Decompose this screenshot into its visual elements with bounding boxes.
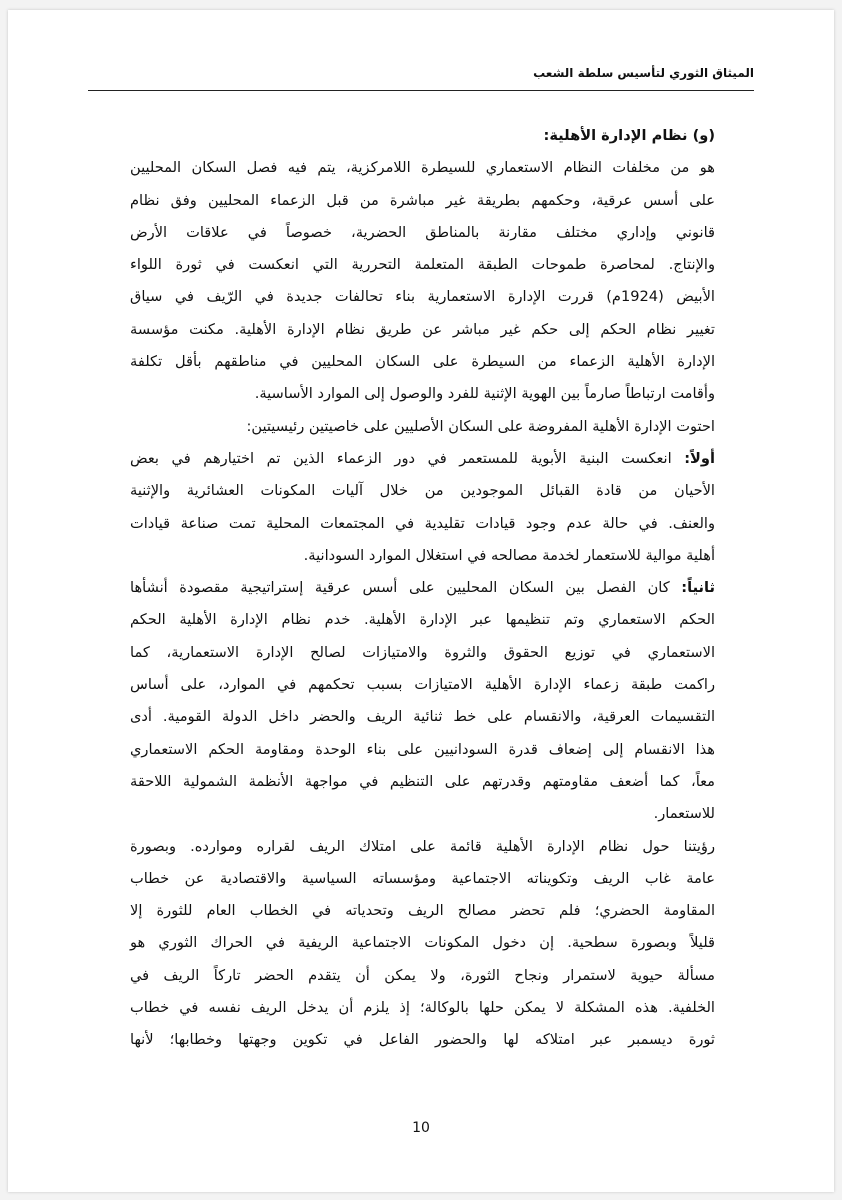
text-line: أهلية موالية للاستعمار لخدمة مصالحه في استغلال الموارد السودانية. (303, 546, 715, 564)
text-line: والعنف. في حالة عدم وجود قيادات تقليدية في المجتمعات المحلية تمت صناعة قيادات (130, 514, 715, 532)
text-line: معاً، كما أضعف مقاومتهم وقدرتهم على التنظيم في مواجهة الأنظمة الشمولية اللاحقة (130, 772, 715, 790)
document-page (8, 10, 834, 1192)
text-line: الخلفية. هذه المشكلة لا يمكن حلها بالوكالة؛ إذ يلزم أن يدخل الريف نفسه في خطاب (130, 999, 715, 1017)
first-lead: أولاً: (684, 449, 715, 467)
text-line: التقسيمات العرقية، والانقسام على خط ثنائية الريف والحضر داخل الدولة القومية. أدى (130, 708, 715, 726)
text-line: احتوت الإدارة الأهلية المفروضة على السكان الأصليين على خاصيتين رئيسيتين: (246, 417, 715, 435)
second-characteristic-line (130, 572, 715, 604)
running-header: الميثاق الثوري لتأسيس سلطة الشعب (88, 66, 754, 91)
text-line: هذا الانقسام إلى إضعاف قدرة السودانيين على بناء الوحدة ومقاومة الحكم الاستعماري (130, 740, 715, 758)
text-line: المقاومة الحضري؛ فلم تحضر مصالح الريف وتحدياته في الخطاب العام للثورة إلا (130, 902, 715, 920)
first-characteristic-line (130, 443, 715, 475)
first-line-text: انعكست البنية الأبوية للمستعمر في دور الزعماء الذين تم اختيارهم في بعض (130, 449, 685, 467)
text-line: ثورة ديسمبر عبر امتلاكه لها والحضور الفاعل في تكوين وجهتها وخطابها؛ لأنها (130, 1031, 715, 1049)
text-line: قليلاً وبصورة سطحية. إن دخول المكونات الاجتماعية الريفية في الحراك الثوري هو (130, 934, 715, 952)
page-number: 10 (412, 1120, 430, 1136)
text-line: والإنتاج. لمحاصرة طموحات الطبقة المتعلمة التحررية التي انعكست في ثورة اللواء (130, 256, 715, 274)
text-line: مسألة حيوية لاستمرار ونجاح الثورة، ولا يمكن أن يتقدم الحضر تاركاً الريف في (130, 966, 715, 984)
text-line: الحكم الاستعماري وتم تنظيمها عبر الإدارة الأهلية. خدم نظام الإدارة الأهلية الحكم (130, 611, 715, 629)
text-line: عامة غاب الريف وتكويناته الاجتماعية ومؤسساته السياسية والاقتصادية عن خطاب (130, 869, 715, 887)
second-line-text: كان الفصل بين السكان المحليين على أسس عرقية إستراتيجية مقصودة أنشأها (130, 579, 682, 597)
text-line: للاستعمار. (653, 805, 715, 823)
text-line: الاستعماري في توزيع الحقوق والثروة والامتيازات لصالح الإدارة الاستعمارية، كما (130, 643, 715, 661)
text-line: الإدارة الأهلية الزعماء من السيطرة على السكان المحليين في مناطقهم بأقل تكلفة (130, 353, 715, 371)
second-lead: ثانياً: (681, 579, 715, 597)
text-line: الأبيض (1924م) قررت الإدارة الاستعمارية بناء تحالفات جديدة في الرّيف في سياق (130, 288, 715, 306)
section-heading: (و) نظام الإدارة الأهلية: (543, 127, 715, 144)
text-line: هو من مخلفات النظام الاستعماري للسيطرة اللامركزية، يتم فيه فصل السكان المحليين (130, 159, 715, 177)
text-line: قانوني وإداري مختلف مقارنة بالمناطق الحضرية، خصوصاً في علاقات الأرض (130, 223, 715, 241)
text-line: تغيير نظام الحكم إلى حكم غير مباشر عن طريق نظام الإدارة الأهلية. مكنت مؤسسة (130, 320, 715, 338)
text-line: راكمت طبقة زعماء الإدارة الأهلية الامتيازات بسبب تحكمهم في الموارد، على أساس (130, 676, 715, 694)
text-line: على أسس عرقية، وحكمهم بطريقة غير مباشرة من قبل الزعماء المحليين وفق نظام (130, 191, 715, 209)
page-content (130, 120, 715, 1057)
text-line: وأقامت ارتباطاً صارماً بين الهوية الإثنية للفرد والوصول إلى الموارد الأساسية. (254, 385, 715, 403)
text-line: رؤيتنا حول نظام الإدارة الأهلية قائمة على امتلاك الريف لقراره وموارده. وبصورة (130, 837, 715, 855)
text-line: الأحيان من قادة القبائل الموجودين من خلال آليات المكونات العشائرية والإثنية (130, 482, 715, 500)
